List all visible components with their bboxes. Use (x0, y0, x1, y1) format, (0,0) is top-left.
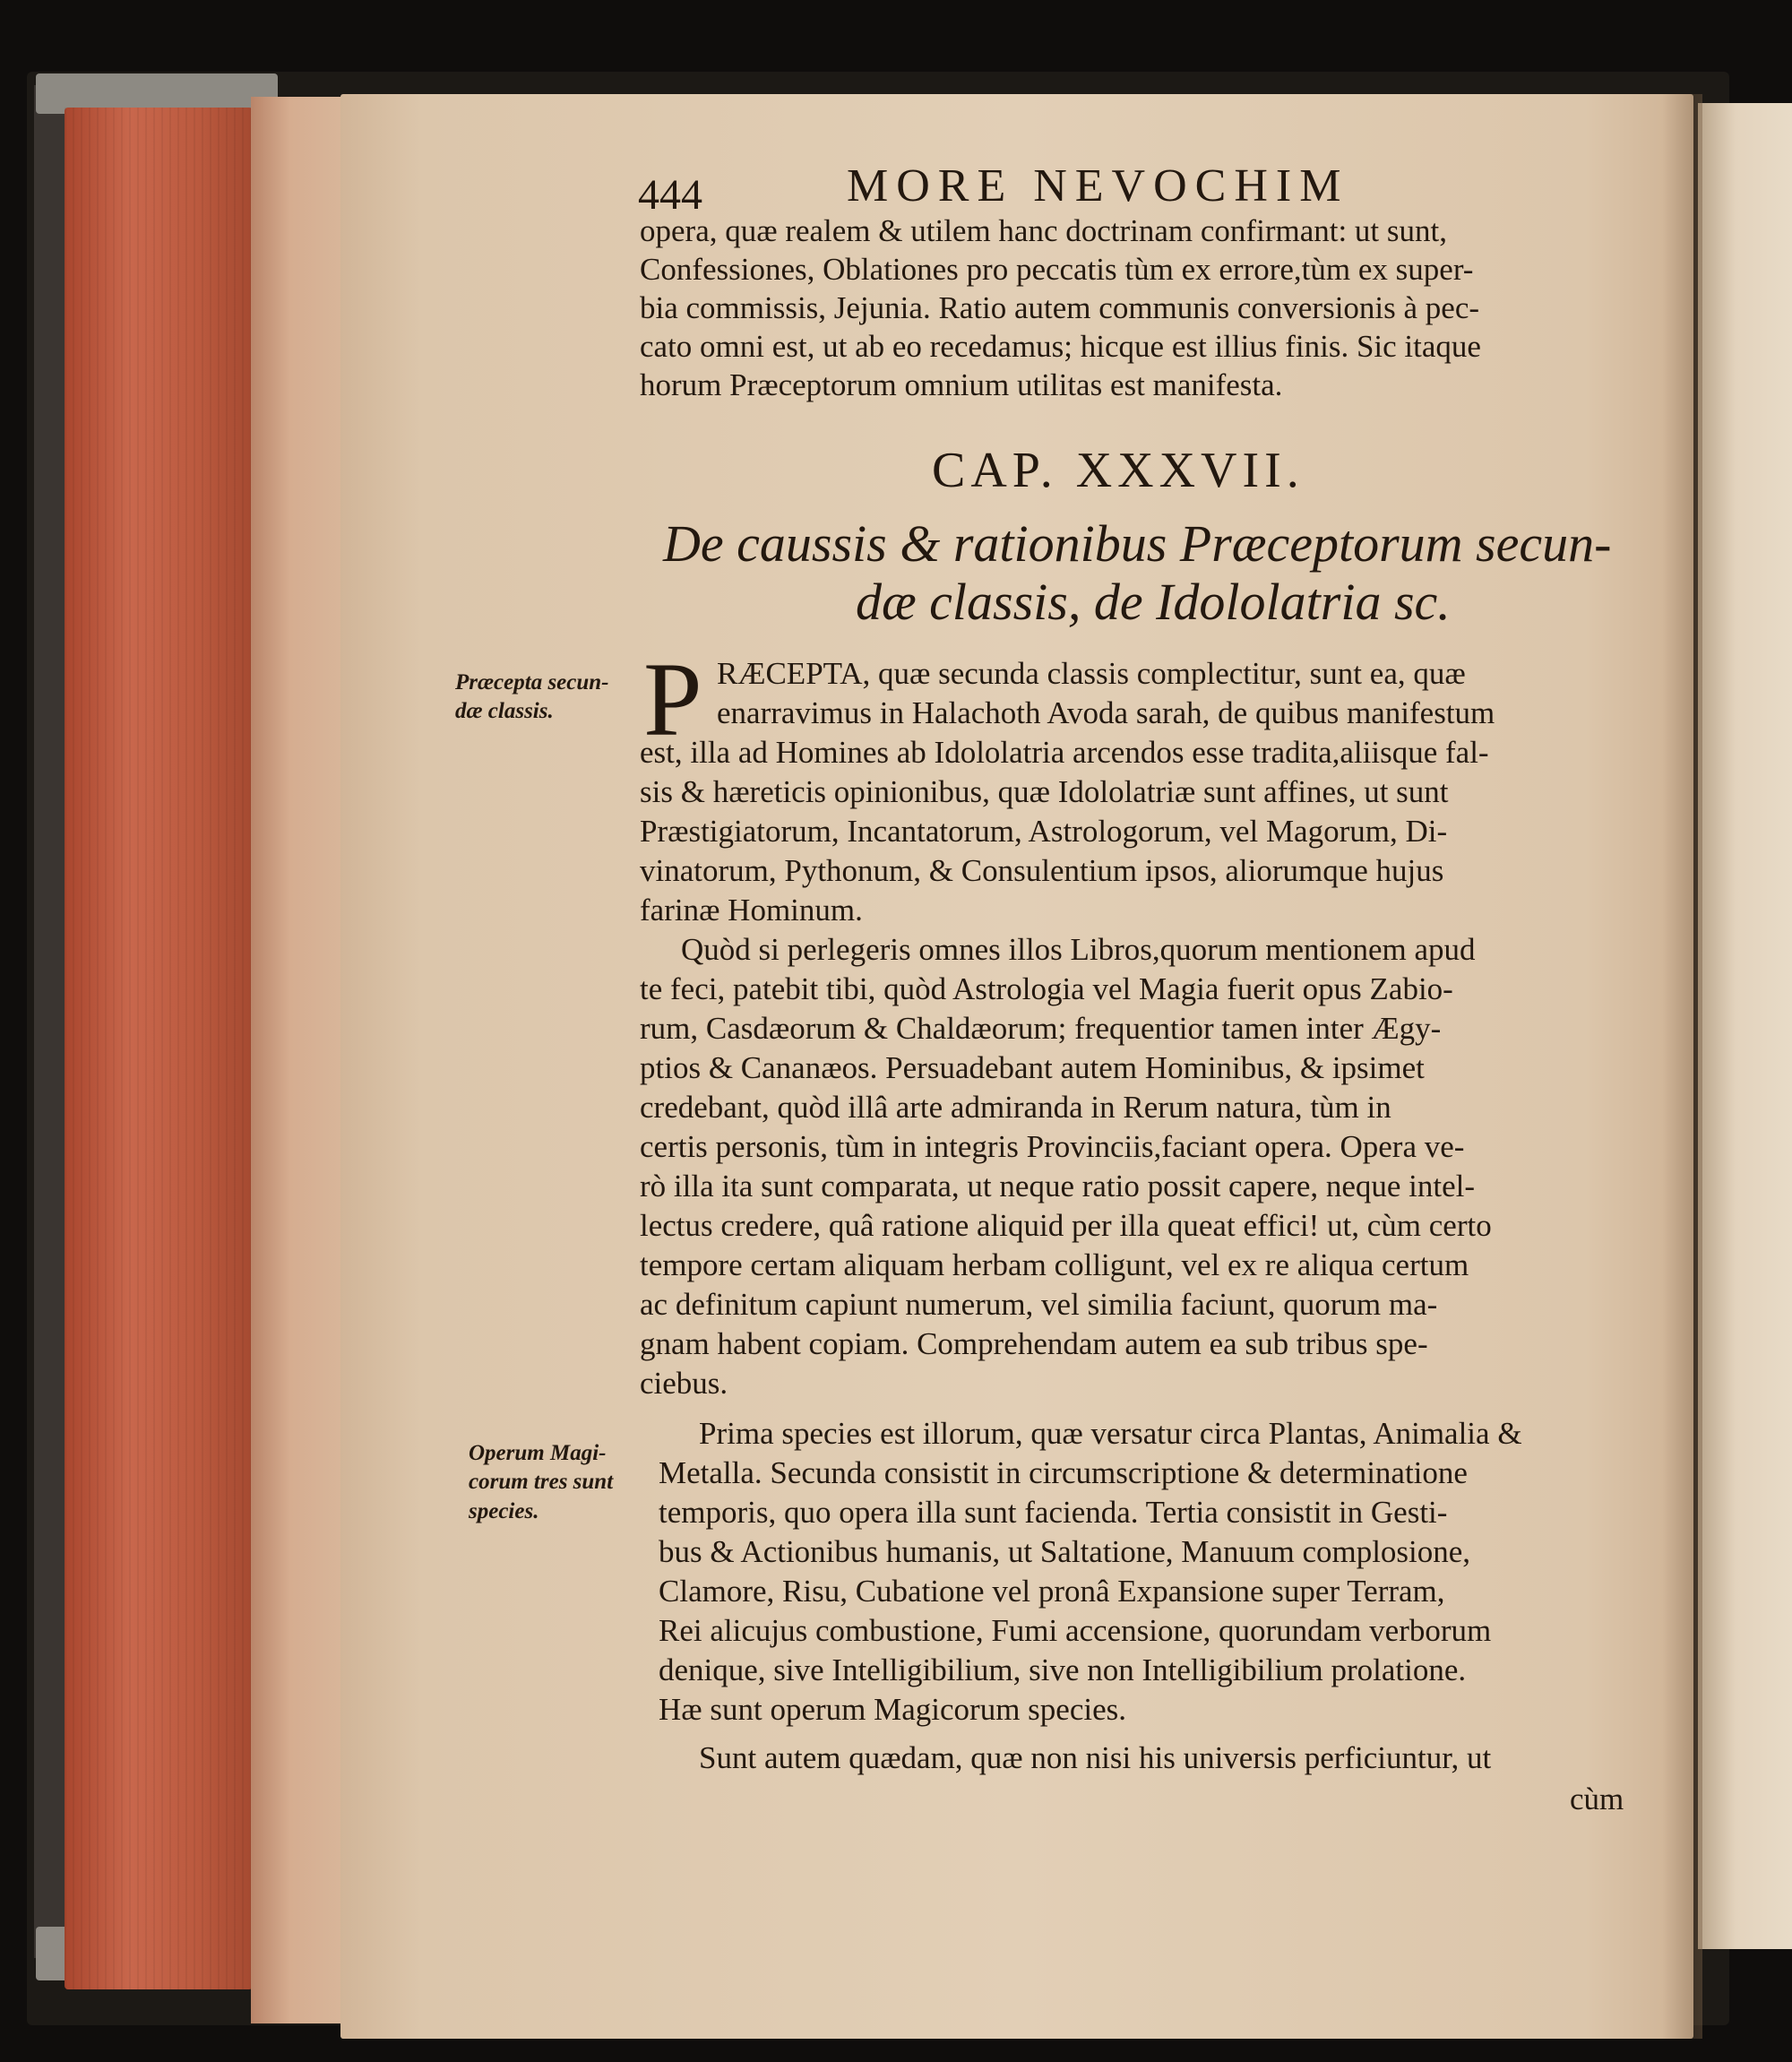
margin-note: species. (469, 1499, 539, 1523)
text-line: rum, Casdæorum & Chaldæorum; frequentior tamen inter Ægy- (640, 1011, 1442, 1046)
margin-note: Operum Magi- (469, 1441, 607, 1465)
page-stack (251, 97, 349, 2023)
text-line: credebant, quòd illâ arte admiranda in Rerum natura, tùm in (640, 1090, 1391, 1125)
text-line: lectus credere, quâ ratione aliquid per illa queat effici! ut, cùm certo (640, 1208, 1492, 1243)
text-line: farinæ Hominum. (640, 893, 863, 927)
text-line: te feci, patebit tibi, quòd Astrologia vel Magia fuerit opus Zabio- (640, 971, 1453, 1006)
text-line: ac definitum capiunt numerum, vel similia faciunt, quorum ma- (640, 1287, 1438, 1322)
margin-note: dæ classis. (455, 699, 554, 723)
text-line: enarravimus in Halachoth Avoda sarah, de quibus manifestum (717, 695, 1495, 730)
text-line: sis & hæreticis opinionibus, quæ Idololatriæ sunt affines, ut sunt (640, 774, 1449, 809)
text-line: tempore certam aliquam herbam colligunt, vel ex re aliqua certum (640, 1247, 1469, 1282)
running-head: MORE NEVOCHIM (847, 160, 1349, 211)
text-line: Metalla. Secunda consistit in circumscriptione & determinatione (659, 1455, 1468, 1490)
text-line: bus & Actionibus humanis, ut Saltatione, Manuum complosione, (659, 1534, 1471, 1569)
text-line: Præstigiatorum, Incantatorum, Astrologorum, vel Magorum, Di- (640, 814, 1448, 849)
text-line: Quòd si perlegeris omnes illos Libros,quorum mentionem apud (681, 932, 1476, 967)
text-line: vinatorum, Pythonum, & Consulentium ipsos, aliorumque hujus (640, 853, 1444, 888)
text-line: denique, sive Intelligibilium, sive non Intelligibilium prolatione. (659, 1652, 1467, 1687)
catchword: cùm (1570, 1782, 1624, 1816)
text-line: opera, quæ realem & utilem hanc doctrinam confirmant: ut sunt, (640, 213, 1447, 248)
text-line: Hæ sunt operum Magicorum species. (659, 1692, 1126, 1727)
text-line: Rei alicujus combustione, Fumi accensione, quorundam verborum (659, 1613, 1492, 1648)
chapter-subtitle: De caussis & rationibus Præceptorum secun- (663, 514, 1612, 573)
text-line: bia commissis, Jejunia. Ratio autem communis conversionis à pec- (640, 290, 1480, 325)
text-line: temporis, quo opera illa sunt facienda. Tertia consistit in Gesti- (659, 1495, 1448, 1530)
right-page-edge (1698, 103, 1792, 1949)
text-line: Confessiones, Oblationes pro peccatis tùm ex errore,tùm ex super- (640, 252, 1474, 287)
drop-cap: P (643, 641, 702, 758)
margin-note: corum tres sunt (469, 1470, 614, 1494)
chapter-subtitle: dæ classis, de Idololatria sc. (856, 573, 1451, 631)
text-line: rò illa ita sunt comparata, ut neque ratio possit capere, neque intel- (640, 1169, 1476, 1204)
margin-note: Præcepta secun- (455, 670, 609, 695)
text-line: cato omni est, ut ab eo recedamus; hicque est illius finis. Sic itaque (640, 329, 1481, 364)
text-line: gnam habent copiam. Comprehendam autem ea sub tribus spe- (640, 1326, 1428, 1361)
page-gutter (1662, 94, 1702, 2039)
text-line: est, illa ad Homines ab Idololatria arcendos esse tradita,aliisque fal- (640, 735, 1489, 770)
text-line: horum Præceptorum omnium utilitas est manifesta. (640, 367, 1283, 402)
text-line: Clamore, Risu, Cubatione vel pronâ Expansione super Terram, (659, 1574, 1445, 1609)
page-number: 444 (638, 171, 702, 219)
text-line: RÆCEPTA, quæ secunda classis complectitur, sunt ea, quæ (717, 656, 1466, 691)
text-line: Prima species est illorum, quæ versatur circa Plantas, Animalia & (699, 1416, 1522, 1451)
text-line: certis personis, tùm in integris Provinciis,faciant opera. Opera ve- (640, 1129, 1465, 1164)
chapter-heading: CAP. XXXVII. (932, 443, 1305, 498)
text-line: ciebus. (640, 1366, 728, 1401)
text-line: Sunt autem quædam, quæ non nisi his universis perficiuntur, ut (699, 1740, 1492, 1775)
text-line: ptios & Cananæos. Persuadebant autem Hominibus, & ipsimet (640, 1050, 1425, 1085)
page-edge-texture (65, 108, 253, 1989)
